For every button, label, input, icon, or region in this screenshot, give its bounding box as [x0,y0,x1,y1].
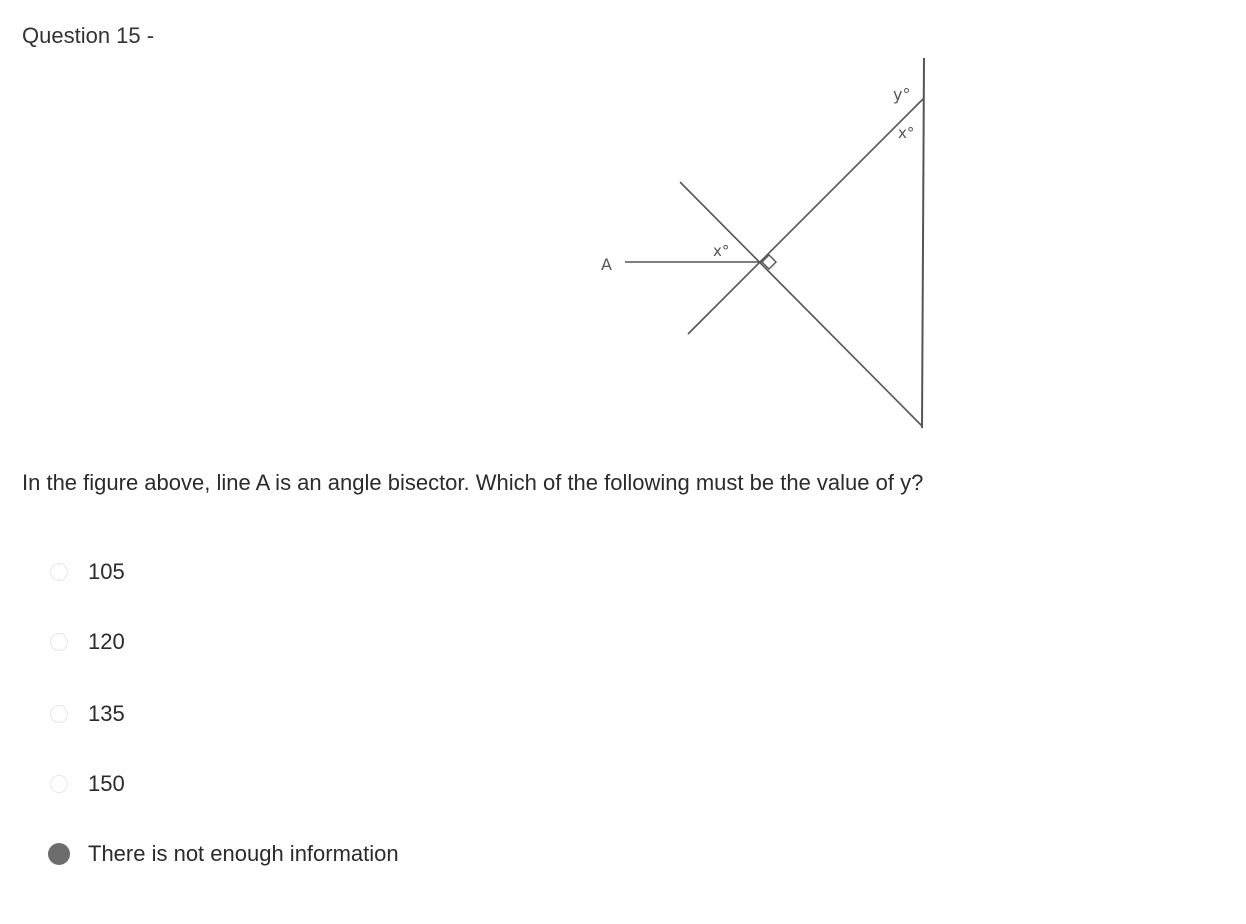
choice-label: 135 [88,701,125,726]
choice-105[interactable] [46,557,125,587]
choice-label: 150 [88,771,125,796]
choice-150[interactable] [46,769,125,799]
angle-label-x-top: x° [898,124,915,142]
radio-button[interactable] [50,633,68,651]
radio-button-selected[interactable] [48,843,70,865]
line-a-label: A [601,255,612,274]
choice-not-enough-information[interactable] [46,839,399,869]
question-prompt: In the figure above, line A is an angle bisector. Which of the following must be the value of y? [22,470,924,495]
vertical-line [922,58,924,428]
question-title: Question 15 - [22,23,155,48]
choice-label: There is not enough information [88,841,399,866]
diagonal-line-up [688,98,924,334]
radio-button[interactable] [50,775,68,793]
radio-button[interactable] [50,705,68,723]
choice-label: 105 [88,559,125,584]
choice-120[interactable] [46,627,125,657]
radio-button[interactable] [50,563,68,581]
angle-label-y: y° [893,85,911,104]
geometry-figure [0,0,1246,460]
choice-135[interactable] [46,699,125,729]
diagonal-line-down [680,182,922,426]
angle-label-x-left: x° [713,242,730,260]
choice-label: 120 [88,629,125,654]
